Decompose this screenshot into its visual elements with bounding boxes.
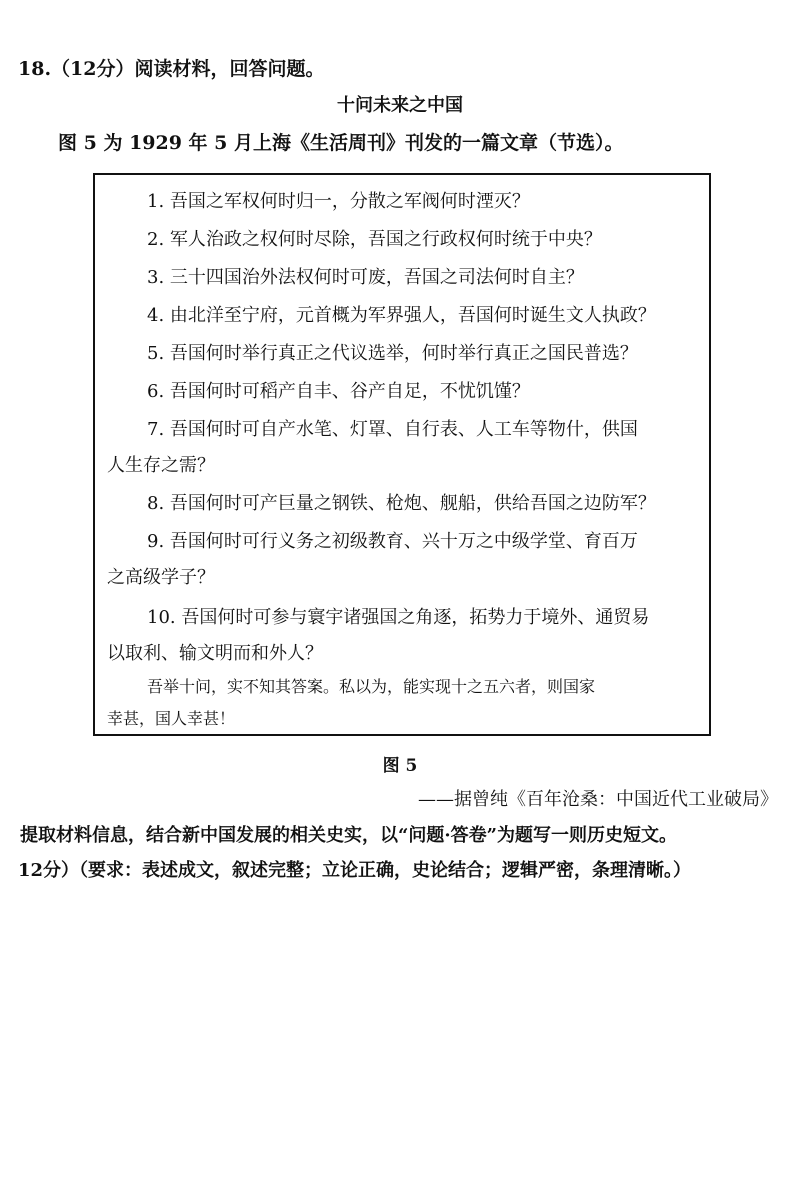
excerpt-conclusion: 吾举十问，实不知其答案。私以为，能实现十之五六者，则国家	[147, 677, 596, 696]
excerpt-line-5: 5. 吾国何时举行真正之代议选举，何时举行真正之国民普选？	[147, 343, 638, 364]
article-title: 十问未来之中国	[337, 95, 463, 116]
figure-source: ——据曾纯《百年沧桑：中国近代工业破局》	[418, 789, 778, 810]
excerpt-line-4: 4. 由北洋至宁府，元首概为军界强人，吾国何时诞生文人执政？	[147, 305, 656, 326]
figure-caption: 图 5	[382, 756, 418, 776]
excerpt-line-2: 2. 军人治政之权何时尽除，吾国之行政权何时统于中央？	[147, 229, 602, 250]
excerpt-line-10-cont: 以取利、输文明而和外人？	[107, 643, 323, 664]
question-header: 18.（12分）阅读材料，回答问题。	[18, 58, 325, 80]
excerpt-line-3: 3. 三十四国治外法权何时可废，吾国之司法何时自主？	[147, 267, 584, 288]
excerpt-line-9-cont: 之高级学子？	[107, 567, 215, 588]
task-requirements: 12分）（要求：表述成文，叙述完整；立论正确，史论结合；逻辑严密，条理清晰。）	[18, 860, 692, 881]
question-intro: 图 5 为 1929 年 5 月上海《生活周刊》刊发的一篇文章（节选）。	[58, 132, 624, 154]
task-prompt: 提取材料信息，结合新中国发展的相关史实，以“问题·答卷”为题写一则历史短文。	[20, 825, 677, 846]
excerpt-line-7: 7. 吾国何时可自产水笔、灯罩、自行表、人工车等物什，供国	[147, 419, 638, 440]
excerpt-line-9: 9. 吾国何时可行义务之初级教育、兴十万之中级学堂、育百万	[147, 531, 638, 552]
excerpt-conclusion-cont: 幸甚，国人幸甚！	[107, 709, 236, 728]
excerpt-line-7-cont: 人生存之需？	[107, 455, 215, 476]
excerpt-box	[93, 173, 711, 736]
excerpt-line-1: 1. 吾国之军权何时归一，分散之军阀何时湮灭？	[147, 191, 530, 212]
excerpt-line-10: 10. 吾国何时可参与寰宇诸强国之角逐，拓势力于境外、通贸易	[147, 607, 650, 628]
excerpt-line-6: 6. 吾国何时可稻产自丰、谷产自足，不忧饥馑？	[147, 381, 530, 402]
excerpt-line-8: 8. 吾国何时可产巨量之钢铁、枪炮、舰船，供给吾国之边防军？	[147, 493, 656, 514]
